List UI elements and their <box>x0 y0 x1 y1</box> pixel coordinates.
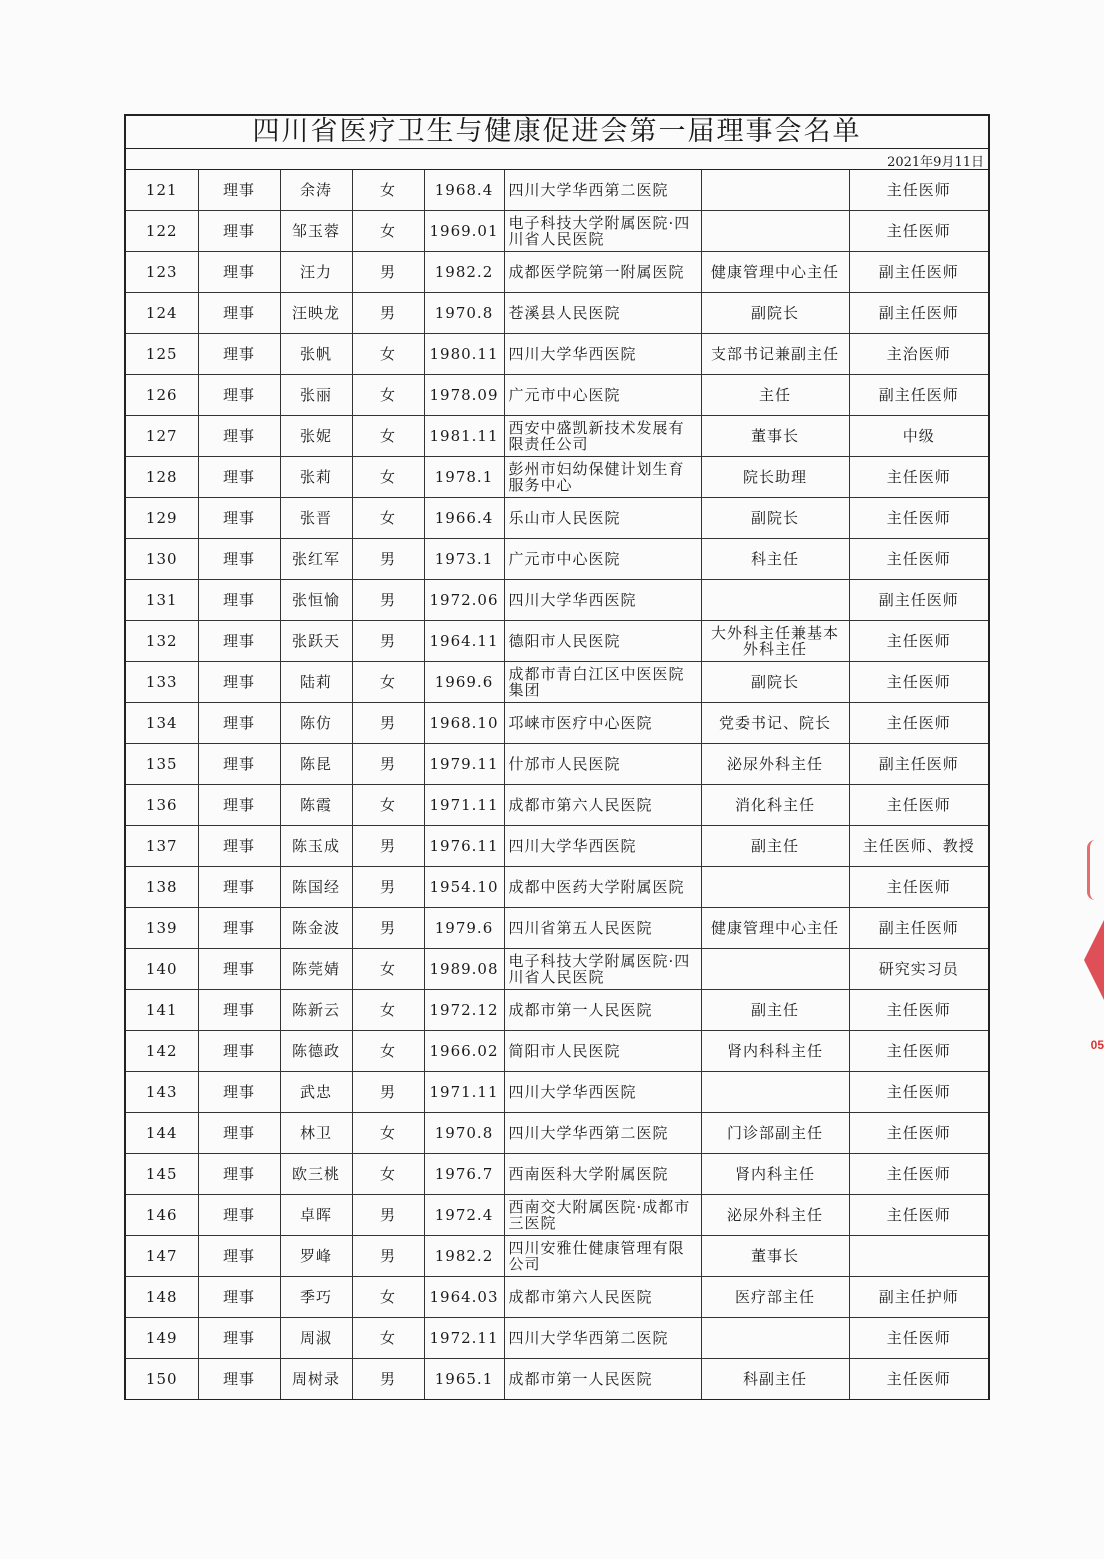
document-title: 四川省医疗卫生与健康促进会第一届理事会名单 <box>126 116 988 149</box>
row-number: 130 <box>126 539 198 580</box>
table-row <box>126 662 988 703</box>
member-birth: 1972.12 <box>424 990 504 1031</box>
member-organization: 成都市第六人民医院 <box>504 1277 701 1318</box>
member-sex: 女 <box>352 457 424 498</box>
member-title: 主任医师 <box>849 539 988 580</box>
member-organization: 成都医学院第一附属医院 <box>504 252 701 293</box>
member-position: 副院长 <box>701 293 849 334</box>
member-organization: 西南医科大学附属医院 <box>504 1154 701 1195</box>
table-row <box>126 1236 988 1277</box>
member-name: 周淑 <box>280 1318 352 1359</box>
table-row <box>126 990 988 1031</box>
member-sex: 女 <box>352 1277 424 1318</box>
member-sex: 女 <box>352 1113 424 1154</box>
table-row <box>126 211 988 252</box>
member-sex: 女 <box>352 498 424 539</box>
member-name: 张红军 <box>280 539 352 580</box>
member-title: 副主任医师 <box>849 252 988 293</box>
member-organization: 邛崃市医疗中心医院 <box>504 703 701 744</box>
member-name: 张帆 <box>280 334 352 375</box>
member-title: 主任医师 <box>849 211 988 252</box>
member-title: 副主任医师 <box>849 293 988 334</box>
row-number: 127 <box>126 416 198 457</box>
member-name: 陆莉 <box>280 662 352 703</box>
member-name: 张丽 <box>280 375 352 416</box>
table-row <box>126 416 988 457</box>
member-organization: 成都市青白江区中医医院集团 <box>504 662 701 703</box>
row-number: 124 <box>126 293 198 334</box>
seal-edge <box>1087 840 1104 900</box>
member-name: 欧三桃 <box>280 1154 352 1195</box>
member-list-sheet <box>124 114 990 1400</box>
member-title: 副主任医师 <box>849 744 988 785</box>
member-title: 主任医师、教授 <box>849 826 988 867</box>
member-birth: 1972.06 <box>424 580 504 621</box>
table-row <box>126 293 988 334</box>
member-position <box>701 211 849 252</box>
member-organization: 成都市第六人民医院 <box>504 785 701 826</box>
row-number: 144 <box>126 1113 198 1154</box>
member-organization: 四川大学华西第二医院 <box>504 1318 701 1359</box>
table-row <box>126 457 988 498</box>
member-title: 中级 <box>849 416 988 457</box>
row-number: 148 <box>126 1277 198 1318</box>
table-row <box>126 1318 988 1359</box>
member-role: 理事 <box>198 826 280 867</box>
row-number: 128 <box>126 457 198 498</box>
table-row <box>126 1154 988 1195</box>
table-row <box>126 703 988 744</box>
member-role: 理事 <box>198 1072 280 1113</box>
member-birth: 1969.01 <box>424 211 504 252</box>
member-title: 主任医师 <box>849 1359 988 1400</box>
member-title: 主任医师 <box>849 662 988 703</box>
member-sex: 女 <box>352 416 424 457</box>
row-number: 142 <box>126 1031 198 1072</box>
member-title: 主任医师 <box>849 1154 988 1195</box>
member-role: 理事 <box>198 867 280 908</box>
member-organization: 广元市中心医院 <box>504 375 701 416</box>
member-birth: 1966.02 <box>424 1031 504 1072</box>
row-number: 132 <box>126 621 198 662</box>
member-role: 理事 <box>198 908 280 949</box>
member-organization: 德阳市人民医院 <box>504 621 701 662</box>
member-organization: 成都市第一人民医院 <box>504 1359 701 1400</box>
member-title: 主任医师 <box>849 170 988 211</box>
member-birth: 1968.4 <box>424 170 504 211</box>
member-organization: 成都中医药大学附属医院 <box>504 867 701 908</box>
member-sex: 女 <box>352 1154 424 1195</box>
member-birth: 1982.2 <box>424 252 504 293</box>
member-name: 张莉 <box>280 457 352 498</box>
member-name: 罗峰 <box>280 1236 352 1277</box>
member-title: 主任医师 <box>849 457 988 498</box>
row-number: 122 <box>126 211 198 252</box>
member-title: 副主任护师 <box>849 1277 988 1318</box>
member-name: 陈新云 <box>280 990 352 1031</box>
member-position: 大外科主任兼基本外科主任 <box>701 621 849 662</box>
row-number: 146 <box>126 1195 198 1236</box>
member-position <box>701 867 849 908</box>
row-number: 129 <box>126 498 198 539</box>
member-title: 主任医师 <box>849 621 988 662</box>
row-number: 137 <box>126 826 198 867</box>
member-role: 理事 <box>198 1277 280 1318</box>
member-role: 理事 <box>198 211 280 252</box>
member-birth: 1976.7 <box>424 1154 504 1195</box>
member-name: 陈玉成 <box>280 826 352 867</box>
row-number: 131 <box>126 580 198 621</box>
member-role: 理事 <box>198 990 280 1031</box>
row-number: 145 <box>126 1154 198 1195</box>
member-birth: 1982.2 <box>424 1236 504 1277</box>
member-sex: 女 <box>352 170 424 211</box>
row-number: 134 <box>126 703 198 744</box>
seal-number: 05 <box>1090 1038 1104 1052</box>
member-name: 汪力 <box>280 252 352 293</box>
member-role: 理事 <box>198 1359 280 1400</box>
member-title: 主任医师 <box>849 1113 988 1154</box>
member-sex: 男 <box>352 293 424 334</box>
member-organization: 广元市中心医院 <box>504 539 701 580</box>
member-organization: 四川大学华西第二医院 <box>504 170 701 211</box>
member-role: 理事 <box>198 457 280 498</box>
member-birth: 1969.6 <box>424 662 504 703</box>
member-name: 季巧 <box>280 1277 352 1318</box>
row-number: 147 <box>126 1236 198 1277</box>
member-birth: 1976.11 <box>424 826 504 867</box>
member-birth: 1978.1 <box>424 457 504 498</box>
member-position: 健康管理中心主任 <box>701 252 849 293</box>
member-role: 理事 <box>198 170 280 211</box>
member-name: 卓晖 <box>280 1195 352 1236</box>
member-birth: 1989.08 <box>424 949 504 990</box>
member-position: 董事长 <box>701 1236 849 1277</box>
member-position: 肾内科科主任 <box>701 1031 849 1072</box>
member-title: 主任医师 <box>849 867 988 908</box>
member-birth: 1971.11 <box>424 1072 504 1113</box>
member-name: 陈莞婧 <box>280 949 352 990</box>
member-name: 张恒愉 <box>280 580 352 621</box>
member-birth: 1979.6 <box>424 908 504 949</box>
member-sex: 女 <box>352 785 424 826</box>
table-row <box>126 744 988 785</box>
table-row <box>126 539 988 580</box>
table-row <box>126 252 988 293</box>
member-title <box>849 1236 988 1277</box>
member-role: 理事 <box>198 1195 280 1236</box>
member-sex: 女 <box>352 1031 424 1072</box>
member-name: 汪映龙 <box>280 293 352 334</box>
member-title: 主任医师 <box>849 1031 988 1072</box>
member-birth: 1965.1 <box>424 1359 504 1400</box>
member-sex: 男 <box>352 621 424 662</box>
row-number: 141 <box>126 990 198 1031</box>
member-organization: 四川大学华西第二医院 <box>504 1113 701 1154</box>
member-birth: 1978.09 <box>424 375 504 416</box>
member-position: 副主任 <box>701 826 849 867</box>
row-number: 121 <box>126 170 198 211</box>
member-position: 科主任 <box>701 539 849 580</box>
member-organization: 彭州市妇幼保健计划生育服务中心 <box>504 457 701 498</box>
member-position: 消化科主任 <box>701 785 849 826</box>
table-row <box>126 785 988 826</box>
member-organization: 四川大学华西医院 <box>504 826 701 867</box>
member-organization: 四川省第五人民医院 <box>504 908 701 949</box>
member-title: 主任医师 <box>849 1072 988 1113</box>
member-sex: 女 <box>352 662 424 703</box>
member-position: 院长助理 <box>701 457 849 498</box>
table-row <box>126 1277 988 1318</box>
row-number: 139 <box>126 908 198 949</box>
member-birth: 1954.10 <box>424 867 504 908</box>
table-row <box>126 498 988 539</box>
member-name: 陈国经 <box>280 867 352 908</box>
member-sex: 女 <box>352 1318 424 1359</box>
table-row <box>126 949 988 990</box>
row-number: 150 <box>126 1359 198 1400</box>
member-sex: 男 <box>352 252 424 293</box>
member-birth: 1972.4 <box>424 1195 504 1236</box>
member-organization: 西南交大附属医院·成都市三医院 <box>504 1195 701 1236</box>
member-position <box>701 170 849 211</box>
member-position: 副院长 <box>701 662 849 703</box>
member-birth: 1972.11 <box>424 1318 504 1359</box>
member-role: 理事 <box>198 334 280 375</box>
member-position: 支部书记兼副主任 <box>701 334 849 375</box>
member-sex: 男 <box>352 580 424 621</box>
member-position: 医疗部主任 <box>701 1277 849 1318</box>
member-sex: 男 <box>352 1359 424 1400</box>
member-name: 陈德政 <box>280 1031 352 1072</box>
member-organization: 四川大学华西医院 <box>504 1072 701 1113</box>
row-number: 138 <box>126 867 198 908</box>
member-sex: 女 <box>352 990 424 1031</box>
member-position: 科副主任 <box>701 1359 849 1400</box>
seal-star <box>1084 920 1104 1000</box>
member-title: 主任医师 <box>849 785 988 826</box>
member-birth: 1981.11 <box>424 416 504 457</box>
member-role: 理事 <box>198 375 280 416</box>
member-role: 理事 <box>198 1154 280 1195</box>
member-name: 余涛 <box>280 170 352 211</box>
member-role: 理事 <box>198 949 280 990</box>
member-organization: 乐山市人民医院 <box>504 498 701 539</box>
member-organization: 什邡市人民医院 <box>504 744 701 785</box>
member-sex: 男 <box>352 1072 424 1113</box>
member-role: 理事 <box>198 621 280 662</box>
member-name: 陈金波 <box>280 908 352 949</box>
member-title: 主治医师 <box>849 334 988 375</box>
table-row <box>126 580 988 621</box>
red-seal-fragment <box>1082 840 1104 1070</box>
member-organization: 简阳市人民医院 <box>504 1031 701 1072</box>
member-sex: 男 <box>352 744 424 785</box>
member-title: 副主任医师 <box>849 375 988 416</box>
member-name: 周树录 <box>280 1359 352 1400</box>
member-birth: 1973.1 <box>424 539 504 580</box>
row-number: 136 <box>126 785 198 826</box>
table-row <box>126 826 988 867</box>
member-role: 理事 <box>198 1113 280 1154</box>
table-row <box>126 375 988 416</box>
member-role: 理事 <box>198 662 280 703</box>
table-row <box>126 334 988 375</box>
member-position <box>701 949 849 990</box>
member-role: 理事 <box>198 1236 280 1277</box>
member-name: 张妮 <box>280 416 352 457</box>
member-title: 主任医师 <box>849 498 988 539</box>
member-position: 健康管理中心主任 <box>701 908 849 949</box>
row-number: 149 <box>126 1318 198 1359</box>
member-organization: 电子科技大学附属医院·四川省人民医院 <box>504 211 701 252</box>
row-number: 140 <box>126 949 198 990</box>
member-organization: 成都市第一人民医院 <box>504 990 701 1031</box>
row-number: 125 <box>126 334 198 375</box>
row-number: 143 <box>126 1072 198 1113</box>
member-organization: 西安中盛凯新技术发展有限责任公司 <box>504 416 701 457</box>
member-sex: 男 <box>352 539 424 580</box>
member-sex: 男 <box>352 826 424 867</box>
table-row <box>126 1072 988 1113</box>
member-sex: 男 <box>352 1236 424 1277</box>
member-birth: 1964.03 <box>424 1277 504 1318</box>
member-role: 理事 <box>198 744 280 785</box>
row-number: 135 <box>126 744 198 785</box>
member-sex: 女 <box>352 211 424 252</box>
table-row <box>126 1195 988 1236</box>
member-role: 理事 <box>198 1318 280 1359</box>
member-role: 理事 <box>198 703 280 744</box>
document-date: 2021年9月11日 <box>887 155 984 170</box>
member-role: 理事 <box>198 539 280 580</box>
member-title: 副主任医师 <box>849 908 988 949</box>
member-position <box>701 1072 849 1113</box>
member-role: 理事 <box>198 293 280 334</box>
member-title: 主任医师 <box>849 1195 988 1236</box>
member-title: 主任医师 <box>849 703 988 744</box>
member-sex: 男 <box>352 1195 424 1236</box>
member-position: 门诊部副主任 <box>701 1113 849 1154</box>
member-role: 理事 <box>198 416 280 457</box>
member-organization: 苍溪县人民医院 <box>504 293 701 334</box>
member-sex: 男 <box>352 908 424 949</box>
member-organization: 四川大学华西医院 <box>504 580 701 621</box>
member-sex: 男 <box>352 867 424 908</box>
member-role: 理事 <box>198 252 280 293</box>
member-organization: 四川大学华西医院 <box>504 334 701 375</box>
member-birth: 1968.10 <box>424 703 504 744</box>
table-row <box>126 867 988 908</box>
member-position: 肾内科主任 <box>701 1154 849 1195</box>
member-sex: 女 <box>352 334 424 375</box>
row-number: 123 <box>126 252 198 293</box>
table-row <box>126 170 988 211</box>
member-role: 理事 <box>198 580 280 621</box>
member-birth: 1980.11 <box>424 334 504 375</box>
member-title: 副主任医师 <box>849 580 988 621</box>
table-row <box>126 1359 988 1400</box>
row-number: 126 <box>126 375 198 416</box>
member-position: 泌尿外科主任 <box>701 744 849 785</box>
member-birth: 1970.8 <box>424 293 504 334</box>
member-position: 党委书记、院长 <box>701 703 849 744</box>
member-title: 主任医师 <box>849 1318 988 1359</box>
member-role: 理事 <box>198 498 280 539</box>
member-position: 主任 <box>701 375 849 416</box>
member-organization: 四川安雅仕健康管理有限公司 <box>504 1236 701 1277</box>
member-sex: 男 <box>352 703 424 744</box>
member-birth: 1964.11 <box>424 621 504 662</box>
member-title: 主任医师 <box>849 990 988 1031</box>
table-row <box>126 1113 988 1154</box>
member-position: 副院长 <box>701 498 849 539</box>
table-row <box>126 1031 988 1072</box>
member-sex: 女 <box>352 949 424 990</box>
member-name: 武忠 <box>280 1072 352 1113</box>
member-position: 副主任 <box>701 990 849 1031</box>
member-organization: 电子科技大学附属医院·四川省人民医院 <box>504 949 701 990</box>
member-position <box>701 1318 849 1359</box>
table-row <box>126 621 988 662</box>
member-birth: 1970.8 <box>424 1113 504 1154</box>
member-name: 张晋 <box>280 498 352 539</box>
row-number: 133 <box>126 662 198 703</box>
member-name: 邹玉蓉 <box>280 211 352 252</box>
member-role: 理事 <box>198 1031 280 1072</box>
member-title: 研究实习员 <box>849 949 988 990</box>
member-table <box>126 170 988 1399</box>
member-name: 林卫 <box>280 1113 352 1154</box>
date-row <box>126 149 988 170</box>
table-row <box>126 908 988 949</box>
member-position: 董事长 <box>701 416 849 457</box>
member-name: 陈霞 <box>280 785 352 826</box>
member-position: 泌尿外科主任 <box>701 1195 849 1236</box>
member-birth: 1966.4 <box>424 498 504 539</box>
member-sex: 女 <box>352 375 424 416</box>
member-name: 陈仿 <box>280 703 352 744</box>
member-name: 张跃天 <box>280 621 352 662</box>
member-name: 陈昆 <box>280 744 352 785</box>
member-birth: 1971.11 <box>424 785 504 826</box>
member-position <box>701 580 849 621</box>
member-role: 理事 <box>198 785 280 826</box>
member-birth: 1979.11 <box>424 744 504 785</box>
